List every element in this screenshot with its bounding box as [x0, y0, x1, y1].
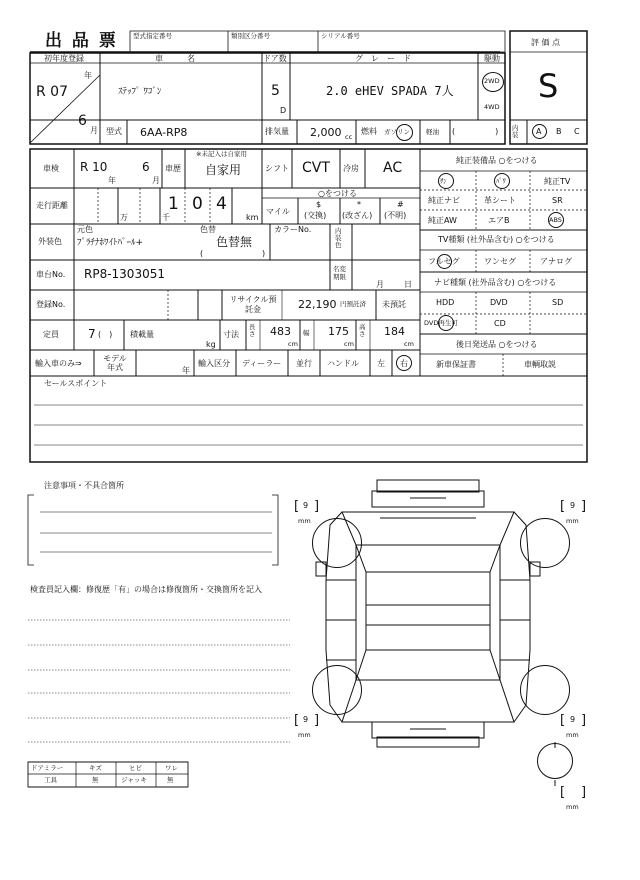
name-change-deadline-label: 名変期限: [333, 265, 346, 281]
history-value: 自家用: [205, 163, 242, 177]
tire-rr-bracket-open: [: [560, 713, 566, 728]
model-value: 6AA-RP8: [140, 126, 188, 139]
inspection-month: 6: [142, 160, 150, 174]
mile-option: マイル: [266, 207, 290, 216]
tire-rear-right-icon: [520, 665, 570, 715]
caution-label: 注意事項・不具合箇所: [44, 481, 124, 490]
fuel-selected-circle: [396, 124, 413, 141]
drive-4wd: 4WD: [484, 103, 500, 111]
jack-value: 無: [167, 776, 174, 784]
model-label: 型式: [106, 127, 122, 136]
tire-fr-bracket-close: ]: [581, 499, 587, 514]
analog-option: アナログ: [540, 257, 572, 266]
tire-fr-mm: mm: [566, 517, 579, 525]
form-title: 出 品 票: [45, 31, 118, 51]
leather-option: 革シート: [484, 196, 516, 205]
dvd-option: DVD: [490, 298, 508, 307]
length-value: 483: [270, 325, 291, 338]
capacity-value: 7: [88, 327, 96, 341]
navi-option: 純正ナビ: [428, 196, 460, 205]
grade-score-value: S: [538, 67, 559, 105]
hdd-option: HDD: [436, 298, 455, 307]
power-window-option: ﾊﾟﾜ: [496, 177, 506, 185]
mileage-sen-unit: 千: [162, 213, 170, 222]
door-count-label: ドア数: [263, 54, 287, 63]
drive-label: 駆動: [484, 54, 500, 63]
grade-score-title: 評 価 点: [531, 38, 561, 47]
sunroof-sr-option: SR: [552, 196, 563, 205]
recycle-not-deposited: 未預託: [382, 300, 406, 309]
mileage-km-unit: km: [246, 213, 259, 222]
sd-option: SD: [552, 298, 564, 307]
interior-c: C: [574, 127, 580, 136]
abs-option: ABS: [549, 216, 562, 224]
exterior-color-label: 外装色: [38, 237, 62, 246]
sales-point-label: セールスポイント: [44, 379, 108, 388]
length-unit: cm: [288, 340, 298, 348]
shift-label: シフト: [265, 164, 289, 173]
fuel-diesel: 軽油: [426, 128, 439, 136]
interior-a: A: [536, 127, 542, 136]
capacity-label: 定員: [43, 330, 59, 339]
type-designation-label: 型式指定番号: [133, 32, 172, 40]
exterior-color-value: ﾌﾟﾗﾁﾅﾎﾜｲﾄﾊﾟｰﾙ+: [77, 238, 144, 248]
spare-mm: mm: [566, 803, 579, 811]
tire-rr-bracket-close: ]: [581, 713, 587, 728]
repaint-value: 色替無: [216, 235, 253, 249]
car-name-label: 車 名: [155, 54, 195, 63]
tire-rr-depth: 9: [570, 715, 576, 724]
tire-rear-left-icon: [312, 665, 362, 715]
tire-fr-bracket-open: [: [560, 499, 566, 514]
inspector-label: 検査員記入欄：修復歴「有」の場合は修復箇所・交換箇所を記入: [30, 585, 262, 594]
mileage-man-unit: 万: [120, 213, 128, 222]
door-count-value: 5: [271, 83, 280, 99]
chassis-number-value: RP8-1303051: [84, 267, 165, 281]
handle-right: 右: [400, 359, 408, 368]
name-change-month: 月: [376, 280, 384, 289]
tire-fl-bracket-close: ]: [314, 499, 320, 514]
handle-label: ハンドル: [327, 359, 359, 368]
scratch-header: キズ: [89, 764, 102, 772]
load-kg-unit: kg: [206, 340, 216, 349]
unknown-option: (不明): [384, 211, 407, 220]
tire-rl-bracket-close: ]: [314, 713, 320, 728]
height-unit: cm: [404, 340, 414, 348]
ac-value: AC: [383, 160, 403, 176]
recycle-unit: 円預託済: [340, 300, 366, 308]
history-note: ※未記入は自家用: [196, 150, 247, 158]
unknown-symbol: #: [397, 200, 404, 209]
spare-tire-icon: [537, 743, 573, 779]
tire-rl-depth: 9: [303, 715, 309, 724]
tamper-option: (改ざん): [342, 211, 373, 220]
recycle-label: リサイクル預託金: [229, 295, 277, 314]
tools-cell: 工具: [44, 776, 57, 784]
height-label: 高さ: [359, 323, 366, 338]
model-year-label: モデル年式: [103, 354, 127, 373]
model-year-unit: 年: [182, 366, 190, 375]
chassis-number-label: 車台No.: [36, 270, 66, 279]
fuel-other-paren: ( ): [452, 127, 499, 136]
first-registration-month: 6: [78, 113, 87, 129]
inspection-year-unit: 年: [108, 176, 116, 185]
length-label: 長さ: [249, 323, 256, 338]
interior-color-label: 内装色: [335, 227, 342, 250]
cd-option: CD: [494, 319, 506, 328]
tire-fl-bracket-open: [: [294, 499, 300, 514]
fullseg-option: フルセグ: [428, 257, 460, 266]
mileage-digit-4: 1: [168, 194, 179, 214]
grade-label: グ レ ー ド: [355, 54, 411, 63]
handle-left: 左: [377, 359, 385, 368]
tire-rl-mm: mm: [298, 731, 311, 739]
tools-value: 無: [92, 776, 99, 784]
width-value: 175: [328, 325, 349, 338]
import-parallel: 並行: [296, 359, 312, 368]
capacity-paren: ( ): [98, 330, 113, 339]
color-number-label: カラーNo.: [274, 225, 312, 234]
tire-rl-bracket-open: [: [294, 713, 300, 728]
mileage-mark-note: ○をつける: [318, 189, 357, 198]
ac-label: 冷房: [343, 164, 359, 173]
paren-close: ): [262, 249, 266, 258]
crack-header: ヒビ: [129, 764, 142, 772]
oneseg-option: ワンセグ: [484, 257, 516, 266]
door-type-value: D: [280, 106, 287, 115]
width-label: 幅: [303, 329, 310, 337]
equipment-title: 純正装備品 ○をつける: [456, 156, 538, 165]
manual-option: 車輌取説: [524, 360, 556, 369]
serial-number-label: シリアル番号: [321, 32, 360, 40]
break-header: ワレ: [165, 764, 178, 772]
dvd-play-option: DVD再生可: [424, 319, 458, 327]
import-class-label: 輸入区分: [198, 359, 230, 368]
tire-front-right-icon: [520, 518, 570, 568]
fuel-label: 燃料: [361, 127, 377, 136]
paren-open: (: [200, 249, 204, 258]
tv-option: 純正TV: [544, 177, 571, 186]
tamper-symbol: *: [357, 200, 361, 209]
drive-2wd: 2WD: [484, 77, 500, 85]
first-registration-label: 初年度登録: [44, 54, 84, 63]
grade-value: 2.0 eHEV SPADA 7人: [326, 84, 454, 98]
alloy-wheel-option: 純正AW: [428, 216, 457, 225]
mileage-digit-5: 0: [192, 194, 203, 214]
mileage-label: 走行距離: [36, 201, 68, 210]
tv-type-title: TV種類 (社外品含む) ○をつける: [438, 235, 555, 244]
airbag-option: エアB: [488, 216, 510, 225]
fuel-gasoline: ガソリン: [384, 128, 410, 136]
displacement-label: 排気量: [265, 127, 289, 136]
category-number-label: 類別区分番号: [231, 32, 270, 40]
shift-value: CVT: [302, 160, 330, 176]
month-unit: 月: [90, 126, 98, 135]
repaint-label: 色替: [200, 225, 216, 234]
door-mirror-header: ドアミラー: [31, 764, 64, 772]
interior-label: 内装: [512, 124, 519, 139]
name-change-day: 日: [404, 280, 412, 289]
tire-fr-depth: 9: [570, 501, 576, 510]
exchange-option: (交換): [304, 211, 327, 220]
interior-b: B: [556, 127, 562, 136]
displacement-unit: cc: [345, 133, 353, 141]
car-name-value: ｽﾃｯﾌﾟ ﾜｺﾞﾝ: [118, 87, 162, 97]
navi-type-title: ナビ種類 (社外品含む) ○をつける: [434, 278, 557, 287]
inspection-label: 車検: [43, 164, 59, 173]
year-unit: 年: [84, 71, 92, 80]
displacement-value: 2,000: [310, 126, 342, 139]
inspection-month-unit: 月: [152, 176, 160, 185]
width-unit: cm: [344, 340, 354, 348]
tire-rr-mm: mm: [566, 731, 579, 739]
exchange-symbol: $: [316, 200, 322, 209]
jack-cell: ジャッキ: [121, 776, 147, 784]
tire-fl-depth: 9: [303, 501, 309, 510]
spare-bracket-open: [: [560, 785, 566, 800]
history-label: 車歴: [165, 164, 181, 173]
later-shipment-title: 後日発送品 ○をつける: [456, 340, 538, 349]
first-registration-era: R 07: [36, 84, 68, 100]
sunroof-option: ｻﾝ: [440, 177, 447, 185]
import-only-label: 輸入車のみ⇒: [35, 359, 82, 368]
warranty-option: 新車保証書: [436, 360, 476, 369]
spare-bracket-close: ]: [581, 785, 587, 800]
mileage-digit-6: 4: [216, 194, 227, 214]
original-color-label: 元色: [77, 225, 93, 234]
tire-fl-mm: mm: [298, 517, 311, 525]
recycle-amount: 22,190: [298, 298, 337, 311]
load-capacity-label: 積載量: [130, 330, 154, 339]
import-dealer: ディーラー: [242, 359, 282, 368]
height-value: 184: [384, 325, 405, 338]
inspection-era: R 10: [80, 160, 108, 174]
registration-number-label: 登録No.: [36, 300, 66, 309]
tire-front-left-icon: [312, 518, 362, 568]
dimension-label: 寸法: [223, 330, 239, 339]
